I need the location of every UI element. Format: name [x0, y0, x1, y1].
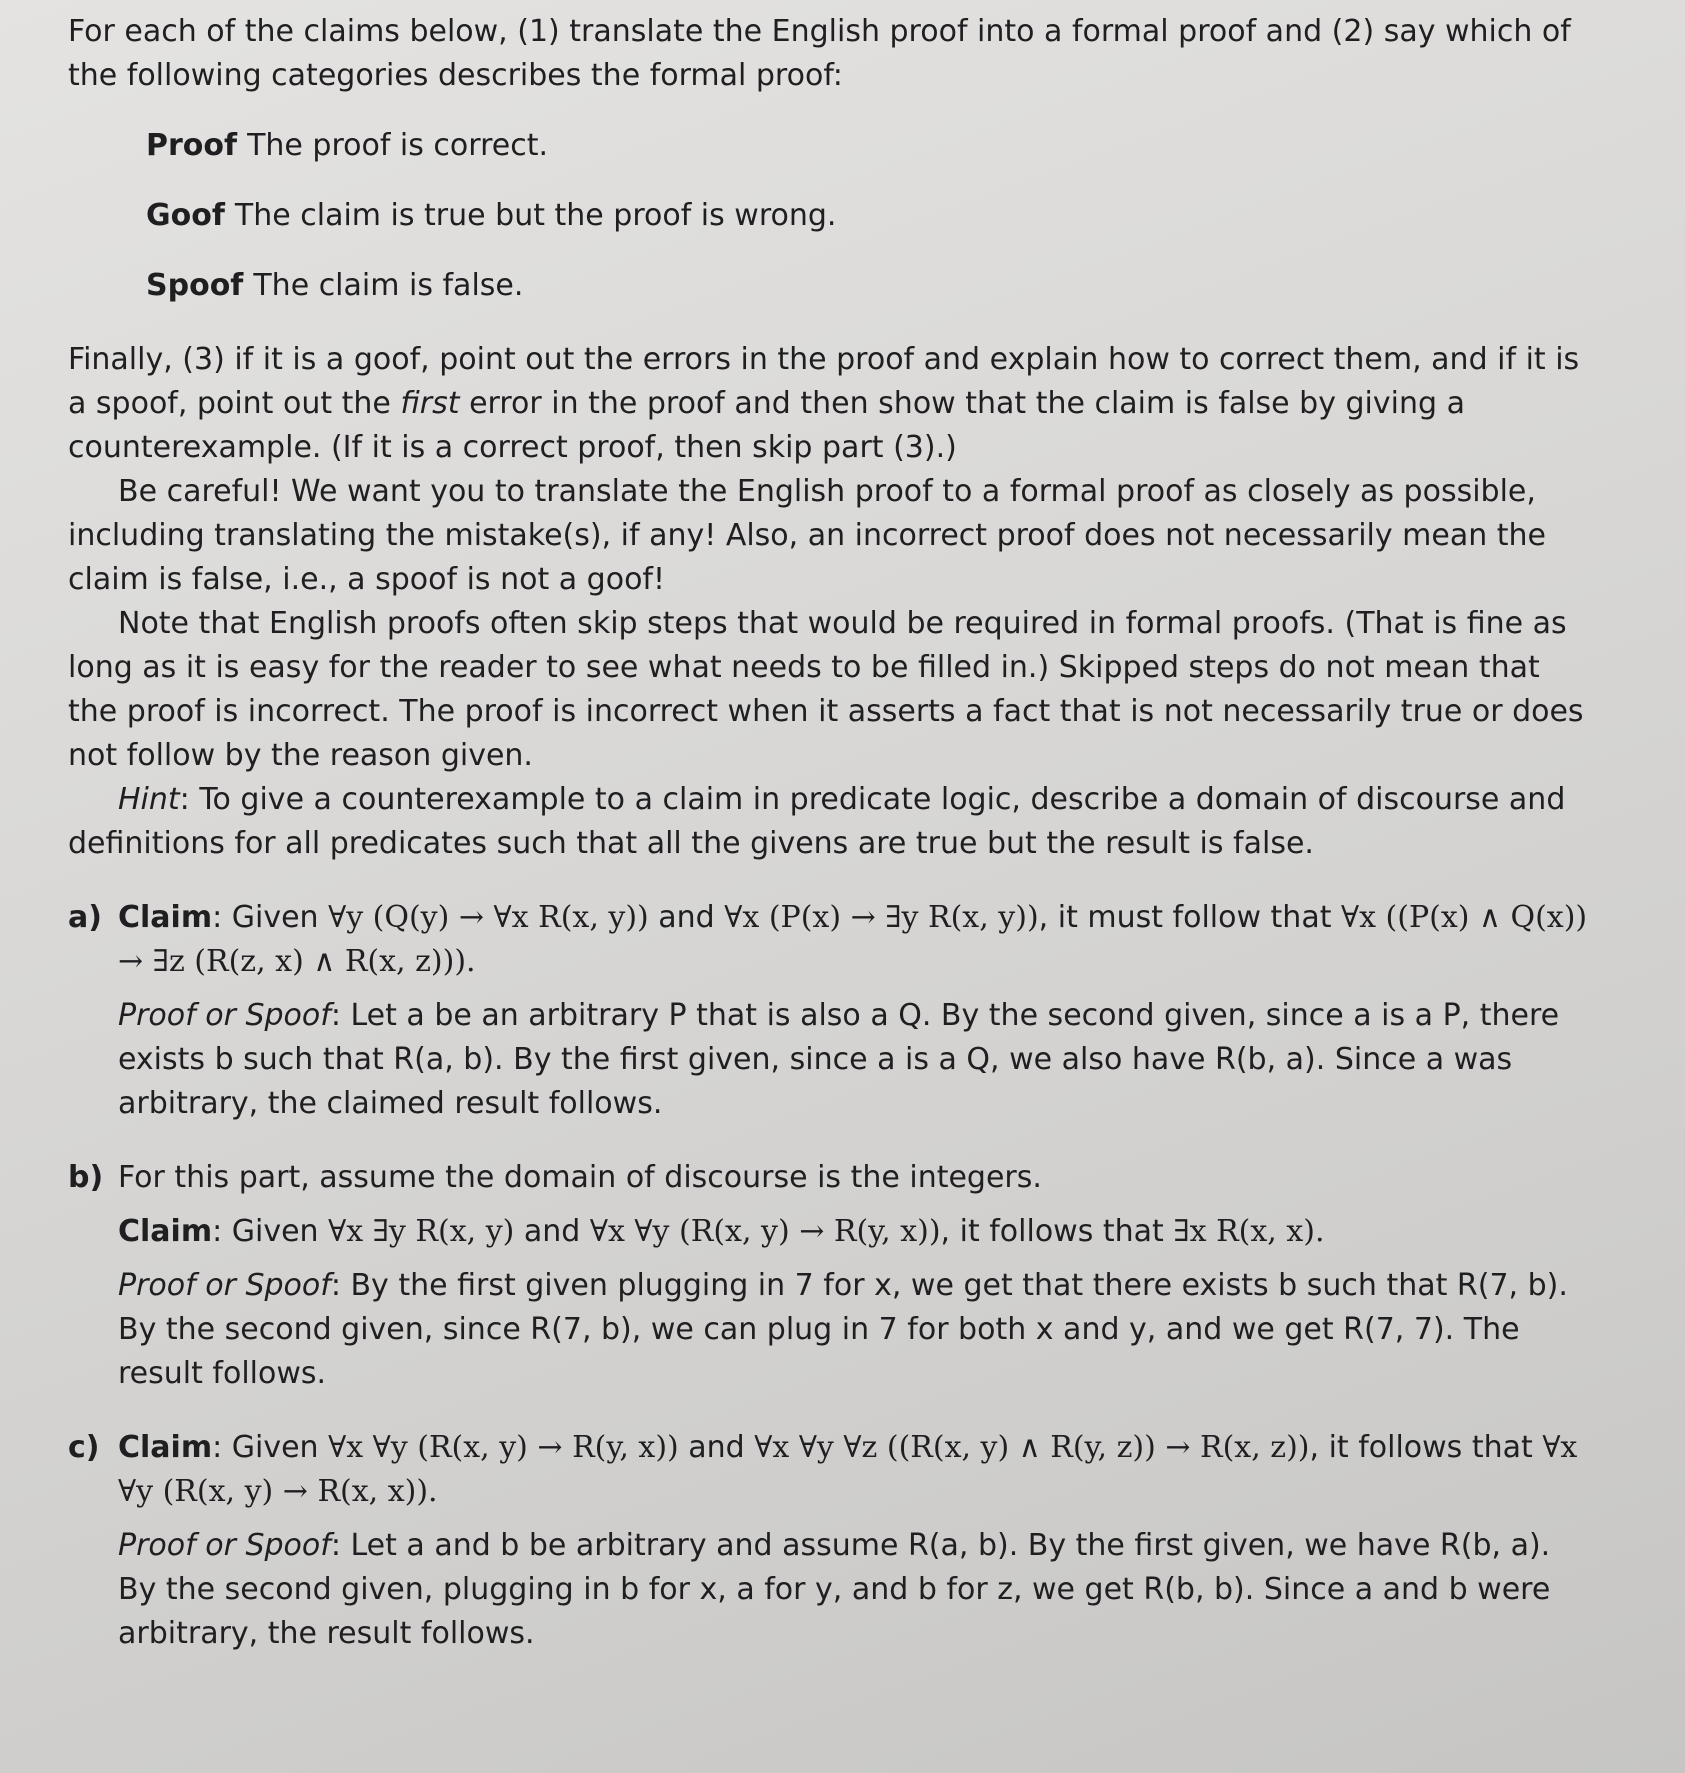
part-a-formula-2: ∀x (P(x) → ∃y R(x, y)) [724, 900, 1039, 935]
finally-emphasis: first [400, 386, 460, 421]
claim-label: Claim [118, 1430, 213, 1465]
part-c-formula-3: ∀x ∀y (R(x, y) → R(x, x)). [118, 1430, 1578, 1509]
part-c-proof [118, 1524, 1593, 1656]
category-spoof-desc: The claim is false. [253, 268, 524, 303]
category-spoof-name: Spoof [146, 268, 244, 303]
category-goof-name: Goof [146, 198, 225, 233]
proof-or-spoof-label: Proof or Spoof [118, 1528, 331, 1563]
proof-or-spoof-label: Proof or Spoof [118, 998, 331, 1033]
hint-paragraph [68, 778, 1593, 866]
part-c-formula-1: ∀x ∀y (R(x, y) → R(y, x)) [328, 1430, 679, 1465]
finally-paragraph [68, 338, 1593, 470]
part-a-and: and [648, 900, 725, 935]
part-b [68, 1156, 1593, 1396]
part-b-claim [118, 1210, 1593, 1254]
part-c-proof-text: : Let a and b be arbitrary and assume R(a, b). By the first given, we have R(b, a). By the second given, plugging in b for x, a for y, and b for z, we get R(b, b). Since a and b were arbitrary, the result follows. [118, 1528, 1551, 1651]
hint-label: Hint [118, 782, 180, 817]
finally-text-end: error in the proof and then show that the claim is false by giving a counterexample. (If it is a correct proof, then skip part (3).) [68, 386, 1465, 465]
part-c [68, 1426, 1593, 1656]
category-goof-desc: The claim is true but the proof is wrong. [234, 198, 837, 233]
part-b-formula-1: ∀x ∃y R(x, y) [328, 1214, 515, 1249]
proof-or-spoof-label: Proof or Spoof [118, 1268, 331, 1303]
homework-page [68, 10, 1593, 1656]
category-goof [146, 194, 1593, 238]
category-proof-name: Proof [146, 128, 238, 163]
part-b-formula-2: ∀x ∀y (R(x, y) → R(y, x)) [589, 1214, 941, 1249]
part-b-proof [118, 1264, 1593, 1396]
hint-text: : To give a counterexample to a claim in predicate logic, describe a domain of discourse and definitions for all predicates such that all the givens are true but the result is false. [68, 782, 1566, 861]
part-a-proof [118, 994, 1593, 1126]
part-a-label: a) [68, 900, 102, 935]
part-a-formula-1: ∀y (Q(y) → ∀x R(x, y)) [328, 900, 649, 935]
part-a-claim-given: : Given [212, 900, 329, 935]
part-b-formula-3: ∃x R(x, x). [1173, 1214, 1325, 1249]
note-paragraph: Note that English proofs often skip steps that would be required in formal proofs. (That is fine as long as it is easy for the reader to see what needs to be filled in.) Skipped steps do not mean that the proof is incorrect. The proof is incorrect when it asserts a fact that is not necessarily true or does not follow by the reason given. [68, 606, 1584, 773]
part-c-claim [118, 1426, 1593, 1514]
part-a-formula-3: ∀x ((P(x) ∧ Q(x)) → ∃z (R(z, x) ∧ R(x, z))). [118, 900, 1588, 979]
part-c-label: c) [68, 1430, 100, 1465]
category-proof-desc: The proof is correct. [247, 128, 548, 163]
category-proof [146, 124, 1593, 168]
finally-text-start: Finally, (3) if it is a goof, point out the errors in the proof and explain how to correct them, and if it is a spoof, point out the [68, 342, 1580, 421]
part-c-and: and [678, 1430, 755, 1465]
part-a-proof-text: : Let a be an arbitrary P that is also a Q. By the second given, since a is a P, there exists b such that R(a, b). By the first given, since a is a Q, we also have R(b, a). Since a was arbitrary, the claimed result follows. [118, 998, 1560, 1121]
category-spoof [146, 264, 1593, 308]
part-b-domain: For this part, assume the domain of discourse is the integers. [118, 1160, 1042, 1195]
claim-label: Claim [118, 1214, 213, 1249]
part-b-and: and [514, 1214, 590, 1249]
part-b-claim-given: : Given [212, 1214, 329, 1249]
part-b-proof-text: : By the first given plugging in 7 for x, we get that there exists b such that R(7, b). By the second given, since R(7, b), we can plug in 7 for both x and y, and we get R(7, 7). The result follows. [118, 1268, 1568, 1391]
part-c-formula-2: ∀x ∀y ∀z ((R(x, y) ∧ R(y, z)) → R(x, z)) [754, 1430, 1310, 1465]
part-b-label: b) [68, 1160, 104, 1195]
part-c-claim-given: : Given [212, 1430, 329, 1465]
part-c-claim-mid: , it follows that [1309, 1430, 1543, 1465]
part-a [68, 896, 1593, 1126]
part-a-claim [118, 896, 1593, 984]
claim-label: Claim [118, 900, 213, 935]
part-a-claim-mid: , it must follow that [1038, 900, 1341, 935]
intro-paragraph: For each of the claims below, (1) translate the English proof into a formal proof and (2) say which of the following categories describes the formal proof: [68, 14, 1571, 93]
part-b-claim-mid: , it follows that [940, 1214, 1174, 1249]
careful-paragraph: Be careful! We want you to translate the English proof to a formal proof as closely as possible, including translating the mistake(s), if any! Also, an incorrect proof does not necessarily mean the claim is false, i.e., a spoof is not a goof! [68, 474, 1547, 597]
